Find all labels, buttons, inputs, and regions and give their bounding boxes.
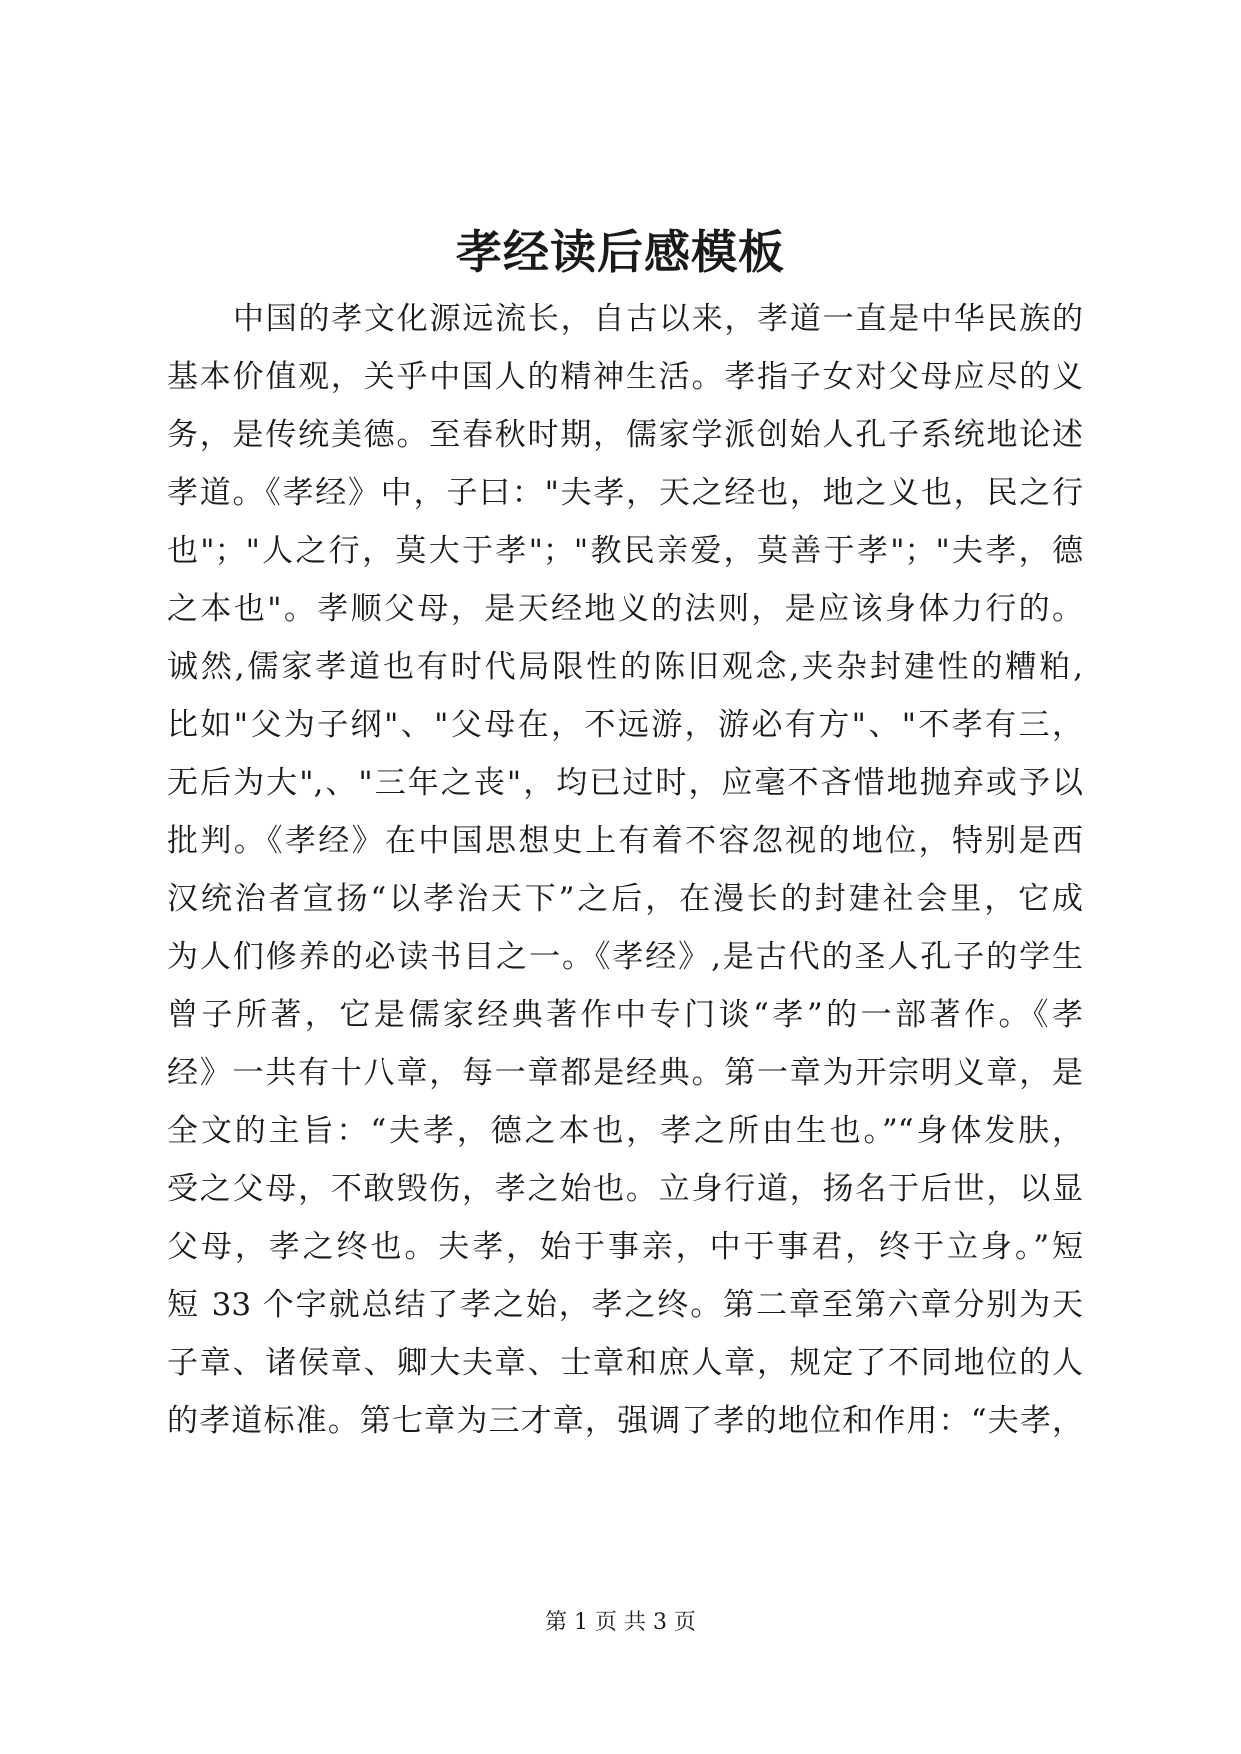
text-line: 务，是传统美德。至春秋时期，儒家学派创始人孔子系统地论述 — [167, 417, 1083, 453]
text-line: 诚然,儒家孝道也有时代局限性的陈旧观念,夹杂封建性的糟粕, — [167, 649, 1083, 685]
text-line: 父母，孝之终也。夫孝，始于事亲，中于事君，终于立身。”短 — [167, 1229, 1083, 1265]
text-line: 中国的孝文化源远流长，自古以来，孝道一直是中华民族的 — [233, 301, 1083, 337]
text-line: 批判。《孝经》在中国思想史上有着不容忽视的地位，特别是西 — [167, 823, 1083, 859]
document-title: 孝经读后感模板 — [456, 225, 785, 279]
text-line: 经》一共有十八章，每一章都是经典。第一章为开宗明义章，是 — [167, 1055, 1083, 1091]
page-indicator: 第 1 页 共 3 页 — [545, 1610, 696, 1635]
text-line: 短 33 个字就总结了孝之始，孝之终。第二章至第六章分别为天 — [167, 1287, 1083, 1323]
text-line: 孝道。《孝经》中，子曰："夫孝，天之经也，地之义也，民之行 — [167, 475, 1083, 511]
text-line: 子章、诸侯章、卿大夫章、士章和庶人章，规定了不同地位的人 — [167, 1345, 1083, 1381]
text-line: 曾子所著，它是儒家经典著作中专门谈“孝”的一部著作。《孝 — [167, 997, 1083, 1033]
text-line: 也"；"人之行，莫大于孝"；"教民亲爱，莫善于孝"；"夫孝，德 — [167, 533, 1083, 569]
text-line: 比如"父为子纲"、"父母在，不远游，游必有方"、"不孝有三， — [167, 707, 1083, 743]
text-line: 受之父母，不敢毁伤，孝之始也。立身行道，扬名于后世，以显 — [167, 1171, 1083, 1207]
text-line: 汉统治者宣扬“以孝治天下”之后，在漫长的封建社会里，它成 — [167, 881, 1083, 917]
text-line: 为人们修养的必读书目之一。《孝经》,是古代的圣人孔子的学生 — [167, 939, 1083, 975]
text-line: 无后为大",、"三年之丧"，均已过时，应毫不吝惜地抛弃或予以 — [167, 765, 1083, 801]
text-line: 之本也"。孝顺父母，是天经地义的法则，是应该身体力行的。 — [167, 591, 1083, 627]
page-footer — [0, 1608, 1241, 1638]
text-line: 基本价值观，关乎中国人的精神生活。孝指子女对父母应尽的义 — [167, 359, 1083, 395]
body-paragraph — [167, 290, 1083, 1450]
text-line: 的孝道标准。第七章为三才章，强调了孝的地位和作用：“夫孝， — [167, 1403, 1083, 1439]
text-line: 全文的主旨：“夫孝，德之本也，孝之所由生也。”“身体发肤， — [167, 1113, 1083, 1149]
